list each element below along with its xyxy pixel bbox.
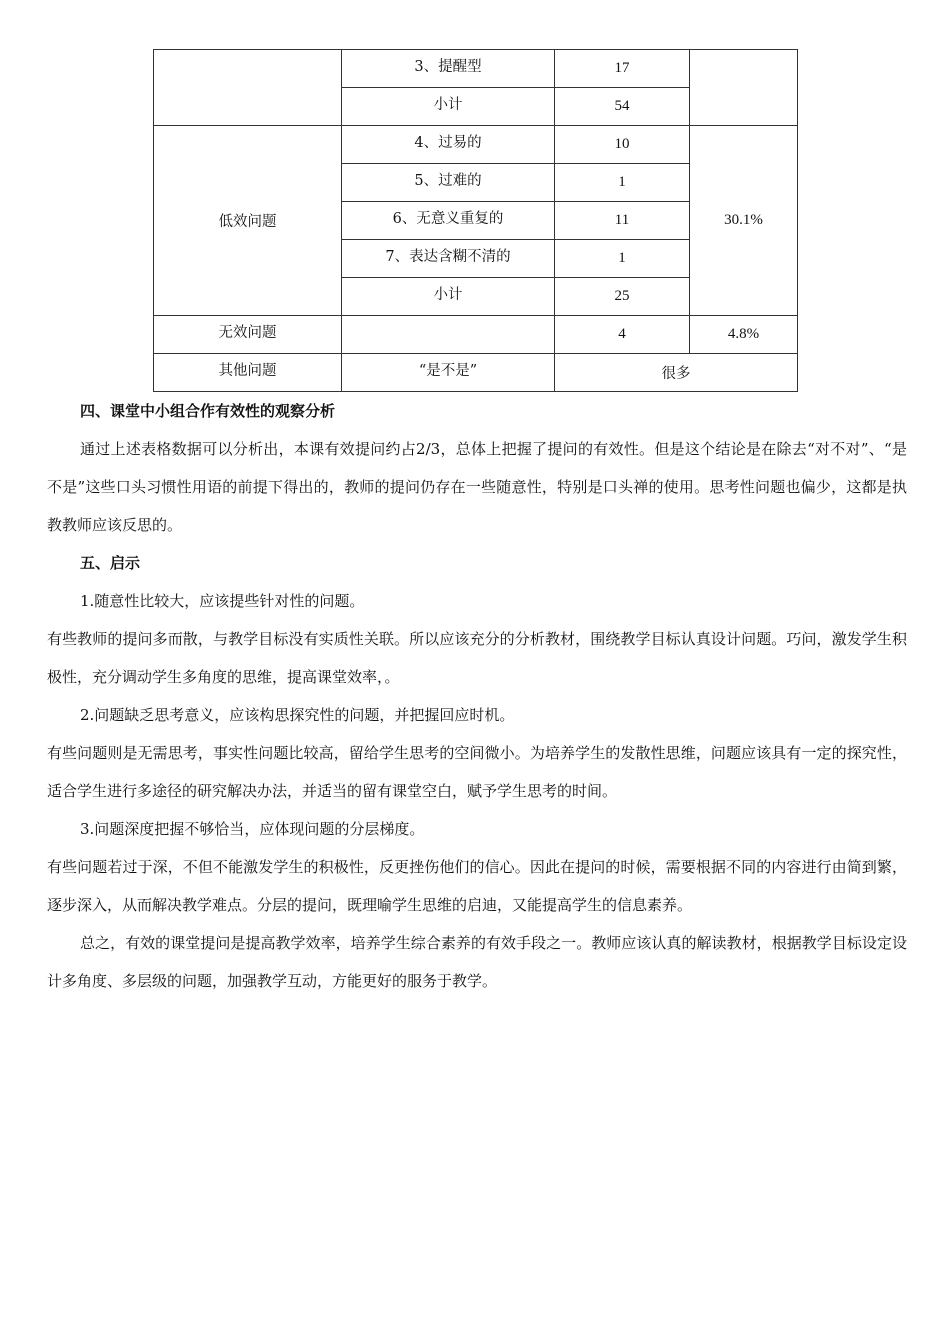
percent-cell: 4.8% xyxy=(690,316,798,354)
count-cell: 54 xyxy=(555,88,690,126)
type-cell: 4、过易的 xyxy=(342,126,555,164)
point-title: 2.问题缺乏思考意义，应该构思探究性的问题，并把握回应时机。 xyxy=(80,706,515,724)
percent-cell xyxy=(690,50,798,126)
count-cell: 4 xyxy=(555,316,690,354)
type-cell xyxy=(342,316,555,354)
paragraph: 有些问题则是无需思考，事实性问题比较高，留给学生思考的空间微小。为培养学生的发散性思维，问题应该具有一定的探究性，适合学生进行多途径的研究解决办法，并适当的留有课堂空白，赋予学生思考的时间。 xyxy=(47,744,907,800)
paragraph: 有些教师的提问多而散，与教学目标没有实质性关联。所以应该充分的分析教材，围绕教学目标认真设计问题。巧问，激发学生积极性，充分调动学生多角度的思维，提高课堂效率，。 xyxy=(47,630,907,686)
paragraph: 总之，有效的课堂提问是提高教学效率，培养学生综合素养的有效手段之一。教师应该认真的解读教材，根据教学目标设定设计多角度、多层级的问题，加强教学互动，方能更好的服务于教学。 xyxy=(47,934,907,990)
category-cell: 低效问题 xyxy=(154,126,342,316)
point-title: 1.随意性比较大，应该提些针对性的问题。 xyxy=(80,592,365,610)
category-cell: 其他问题 xyxy=(154,354,342,392)
count-cell: 1 xyxy=(555,240,690,278)
type-cell: 7、表达含糊不清的 xyxy=(342,240,555,278)
count-cell: 25 xyxy=(555,278,690,316)
count-cell: 10 xyxy=(555,126,690,164)
table-row xyxy=(154,50,798,88)
question-stats-table xyxy=(153,49,798,392)
document-body xyxy=(47,392,907,1000)
type-cell: “是不是” xyxy=(342,354,555,392)
count-cell: 11 xyxy=(555,202,690,240)
note-cell: 很多 xyxy=(555,354,798,392)
paragraph: 通过上述表格数据可以分析出，本课有效提问约占2/3，总体上把握了提问的有效性。但是这个结论是在除去“对不对”、“是不是”这些口头习惯性用语的前提下得出的，教师的提问仍存在一些随意性，特别是口头禅的使用。思考性问题也偏少，这都是执教教师应该反思的。 xyxy=(47,440,907,534)
count-cell: 1 xyxy=(555,164,690,202)
type-cell: 小计 xyxy=(342,88,555,126)
percent-cell: 30.1% xyxy=(690,126,798,316)
section-heading: 四、课堂中小组合作有效性的观察分析 xyxy=(80,402,336,420)
paragraph: 有些问题若过于深，不但不能激发学生的积极性，反更挫伤他们的信心。因此在提问的时候，需要根据不同的内容进行由简到繁，逐步深入，从而解决教学难点。分层的提问，既理喻学生思维的启迪，又能提高学生的信息素养。 xyxy=(47,858,907,914)
category-cell xyxy=(154,50,342,126)
category-cell: 无效问题 xyxy=(154,316,342,354)
type-cell: 小计 xyxy=(342,278,555,316)
type-cell: 3、提醒型 xyxy=(342,50,555,88)
point-title: 3.问题深度把握不够恰当，应体现问题的分层梯度。 xyxy=(80,820,425,838)
type-cell: 5、过难的 xyxy=(342,164,555,202)
section-heading: 五、启示 xyxy=(80,554,141,572)
table-row xyxy=(154,126,798,164)
table-row xyxy=(154,316,798,354)
table-row xyxy=(154,354,798,392)
type-cell: 6、无意义重复的 xyxy=(342,202,555,240)
count-cell: 17 xyxy=(555,50,690,88)
